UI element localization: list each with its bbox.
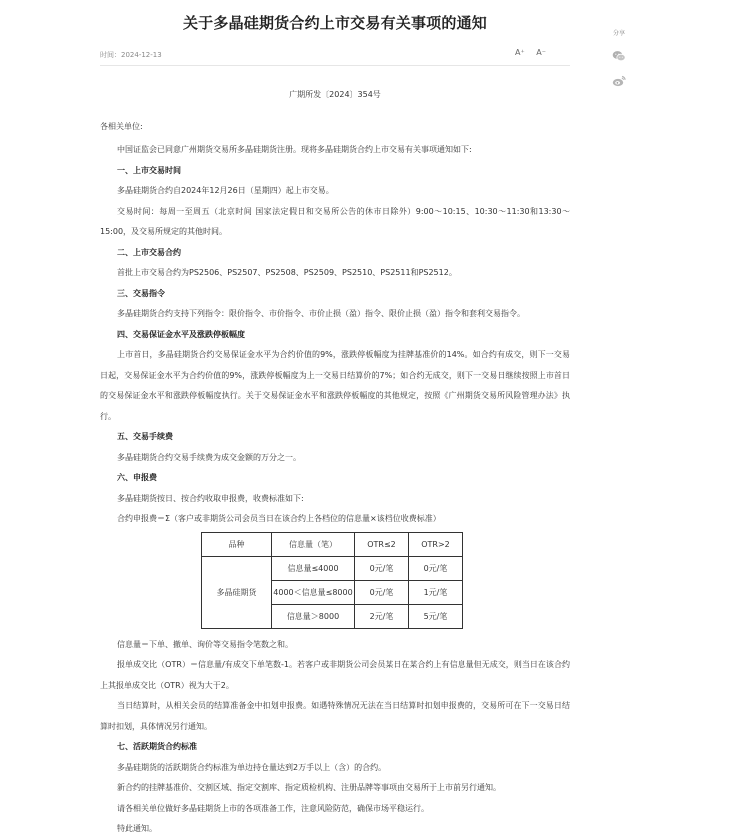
table-cell: 5元/笔 xyxy=(409,604,463,628)
table-cell: 0元/笔 xyxy=(355,556,409,580)
paragraph: 特此通知。 xyxy=(117,824,157,833)
font-size-controls xyxy=(506,48,546,57)
paragraphs-before-table xyxy=(100,140,570,530)
section-heading: 三、交易指令 xyxy=(117,288,165,298)
table-cell: 0元/笔 xyxy=(409,556,463,580)
table-cell: 信息量≤4000 xyxy=(272,556,355,580)
section-heading: 四、交易保证金水平及涨跌停板幅度 xyxy=(117,329,245,339)
article-meta xyxy=(100,43,570,65)
paragraph: 多晶硅期货按日、按合约收取申报费，收费标准如下: xyxy=(117,493,304,503)
section-heading: 七、活跃期货合约标准 xyxy=(117,742,197,751)
table-cell: 1元/笔 xyxy=(409,580,463,604)
font-decrease-button[interactable]: A⁻ xyxy=(536,48,546,57)
paragraph: 多晶硅期货合约自2024年12月26日（星期四）起上市交易。 xyxy=(117,186,334,195)
paragraph: 中国证监会已同意广州期货交易所多晶硅期货注册。现将多晶硅期货合约上市交易有关事项通知如下: xyxy=(117,145,472,154)
paragraph: 合约申报费＝Σ（客户或非期货公司会员当日在该合约上各档位的信息量×该档位收费标准） xyxy=(117,514,441,523)
paragraph: 信息量＝下单、撤单、询价等交易指令笔数之和。 xyxy=(117,639,293,649)
table-header-cell: OTR≤2 xyxy=(355,532,409,556)
table-header-cell: OTR>2 xyxy=(409,532,463,556)
paragraph: 多晶硅期货合约交易手续费为成交金额的万分之一。 xyxy=(117,452,301,462)
font-increase-button[interactable]: A⁺ xyxy=(515,48,525,57)
table-header-row xyxy=(202,532,463,556)
salutation: 各相关单位: xyxy=(100,122,143,131)
section-heading: 六、申报费 xyxy=(117,473,157,482)
table-cell: 信息量＞8000 xyxy=(272,604,355,628)
table-header-cell: 信息量（笔） xyxy=(272,532,355,556)
weibo-icon[interactable] xyxy=(612,75,626,87)
paragraph: 当日结算时，从相关会员的结算准备金中扣划申报费。如遇特殊情况无法在当日结算时扣划申报费的，交易所可在下一交易日结算时扣划，具体情况另行通知。 xyxy=(100,701,570,731)
fee-table xyxy=(201,532,463,629)
share-label: 分享 xyxy=(612,30,625,37)
table-cell: 2元/笔 xyxy=(355,604,409,628)
document-number: 广期所发〔2024〕354号 xyxy=(289,90,381,99)
paragraph: 请各相关单位做好多晶硅期货上市的各项准备工作，注意风险防范，确保市场平稳运行。 xyxy=(117,803,429,813)
wechat-icon[interactable] xyxy=(612,50,626,62)
section-heading: 一、上市交易时间 xyxy=(117,165,181,175)
share-bar xyxy=(611,28,627,87)
table-cell: 4000＜信息量≤8000 xyxy=(272,580,355,604)
divider xyxy=(100,65,570,66)
paragraph: 多晶硅期货的活跃期货合约标准为单边持仓量达到2万手以上（含）的合约。 xyxy=(117,762,387,772)
paragraph: 新合约的挂牌基准价、交割区域、指定交割库、指定质检机构、注册品牌等事项由交易所于上市前另行通知。 xyxy=(117,783,501,792)
article-title: 关于多晶硅期货合约上市交易有关事项的通知 xyxy=(182,14,487,32)
section-heading: 二、上市交易合约 xyxy=(117,247,181,257)
table-row xyxy=(202,556,463,580)
article xyxy=(100,0,570,840)
paragraph: 首批上市交易合约为PS2506、PS2507、PS2508、PS2509、PS2510、PS2511和PS2512。 xyxy=(117,268,457,277)
paragraphs-after-table xyxy=(100,635,570,840)
table-product-cell: 多晶硅期货 xyxy=(202,556,272,628)
publish-date: 时间：2024-12-13 xyxy=(100,51,162,59)
paragraph: 报单成交比（OTR）＝信息量/有成交下单笔数-1。若客户或非期货公司会员某日在某合约上有信息量但无成交，则当日在该合约上其报单成交比（OTR）视为大于2。 xyxy=(100,660,570,690)
section-heading: 五、交易手续费 xyxy=(117,432,173,441)
table-header-cell: 品种 xyxy=(202,532,272,556)
paragraph: 交易时间：每周一至周五（北京时间 国家法定假日和交易所公告的休市日除外）9:00～10:15、10:30～11:30和13:30～15:00，及交易所规定的其他时间。 xyxy=(100,206,570,236)
paragraph: 多晶硅期货合约支持下列指令：限价指令、市价指令、市价止损（盈）指令、限价止损（盈）指令和套利交易指令。 xyxy=(117,309,525,318)
article-body xyxy=(100,140,570,840)
table-cell: 0元/笔 xyxy=(355,580,409,604)
paragraph: 上市首日，多晶硅期货合约交易保证金水平为合约价值的9%，涨跌停板幅度为挂牌基准价的14%。如合约有成交，则下一交易日起，交易保证金水平为合约价值的9%，涨跌停板幅度为上一交易日结算价的7%；如合约无成交，则下一交易日继续按照上市首日的交易保证金水平和涨跌停板幅度执行。关于交易保证金水平和涨跌停板幅度的其他规定，按照《广州期货交易所风险管理办法》执行。 xyxy=(100,350,570,421)
